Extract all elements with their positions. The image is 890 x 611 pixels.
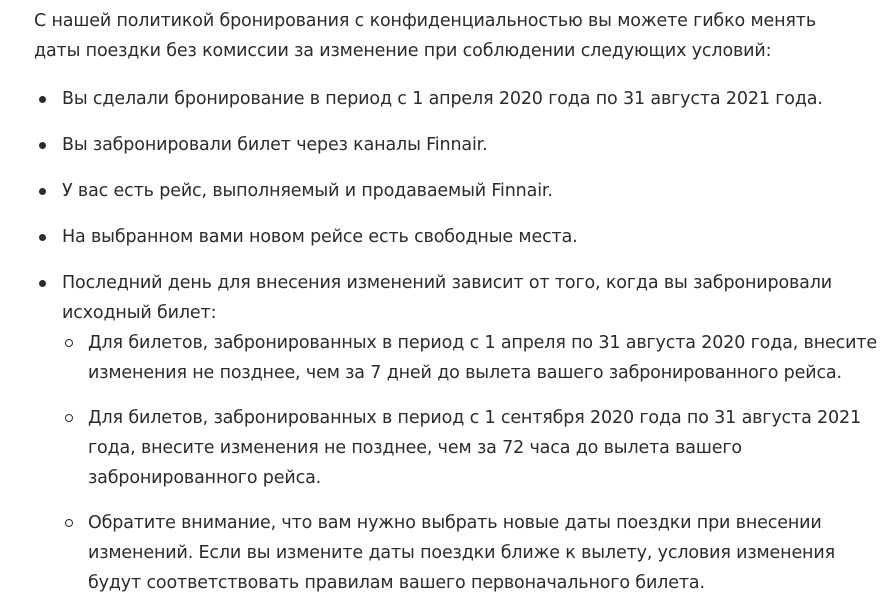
bullet-disc-icon [39,142,46,149]
sub-condition-text: Для билетов, забронированных в период с 1 апреля по 31 августа 2020 года, внесите изменения не позднее, чем за 7 дней до вылета вашего забронированного рейса. [88,333,877,383]
sub-list-item [62,328,890,388]
sub-condition-text: Обратите внимание, что вам нужно выбрать новые даты поездки при внесении изменений. Если вы измените даты поездки ближе к вылету, условия изменения будут соответствовать правилам вашего первоначального билета. [88,513,835,593]
list-item [34,84,890,114]
condition-text: У вас есть рейс, выполняемый и продаваемый Finnair. [62,181,553,201]
bullet-disc-icon [39,96,46,103]
list-item [34,176,890,206]
condition-text: Последний день для внесения изменений зависит от того, когда вы забронировали исходный билет: [62,273,832,323]
conditions-list [34,84,890,598]
bullet-disc-icon [39,234,46,241]
bullet-circle-icon [65,519,73,527]
sub-condition-text: Для билетов, забронированных в период с 1 сентября 2020 года по 31 августа 2021 года, внесите изменения не позднее, чем за 72 часа до вылета вашего забронированного рейса. [88,408,861,488]
condition-text: На выбранном вами новом рейсе есть свободные места. [62,227,578,247]
sub-conditions-list [62,328,890,598]
list-item [34,222,890,252]
bullet-circle-icon [65,414,73,422]
bullet-disc-icon [39,280,46,287]
bullet-circle-icon [65,339,73,347]
bullet-disc-icon [39,188,46,195]
list-item [34,130,890,160]
intro-paragraph: С нашей политикой бронирования с конфиденциальностью вы можете гибко менять даты поездки без комиссии за изменение при соблюдении следующих условий: [34,11,817,61]
condition-text: Вы сделали бронирование в период с 1 апреля 2020 года по 31 августа 2021 года. [62,89,823,109]
list-item [34,268,890,598]
condition-text: Вы забронировали билет через каналы Finnair. [62,135,488,155]
sub-list-item [62,403,890,493]
sub-list-item [62,508,890,598]
